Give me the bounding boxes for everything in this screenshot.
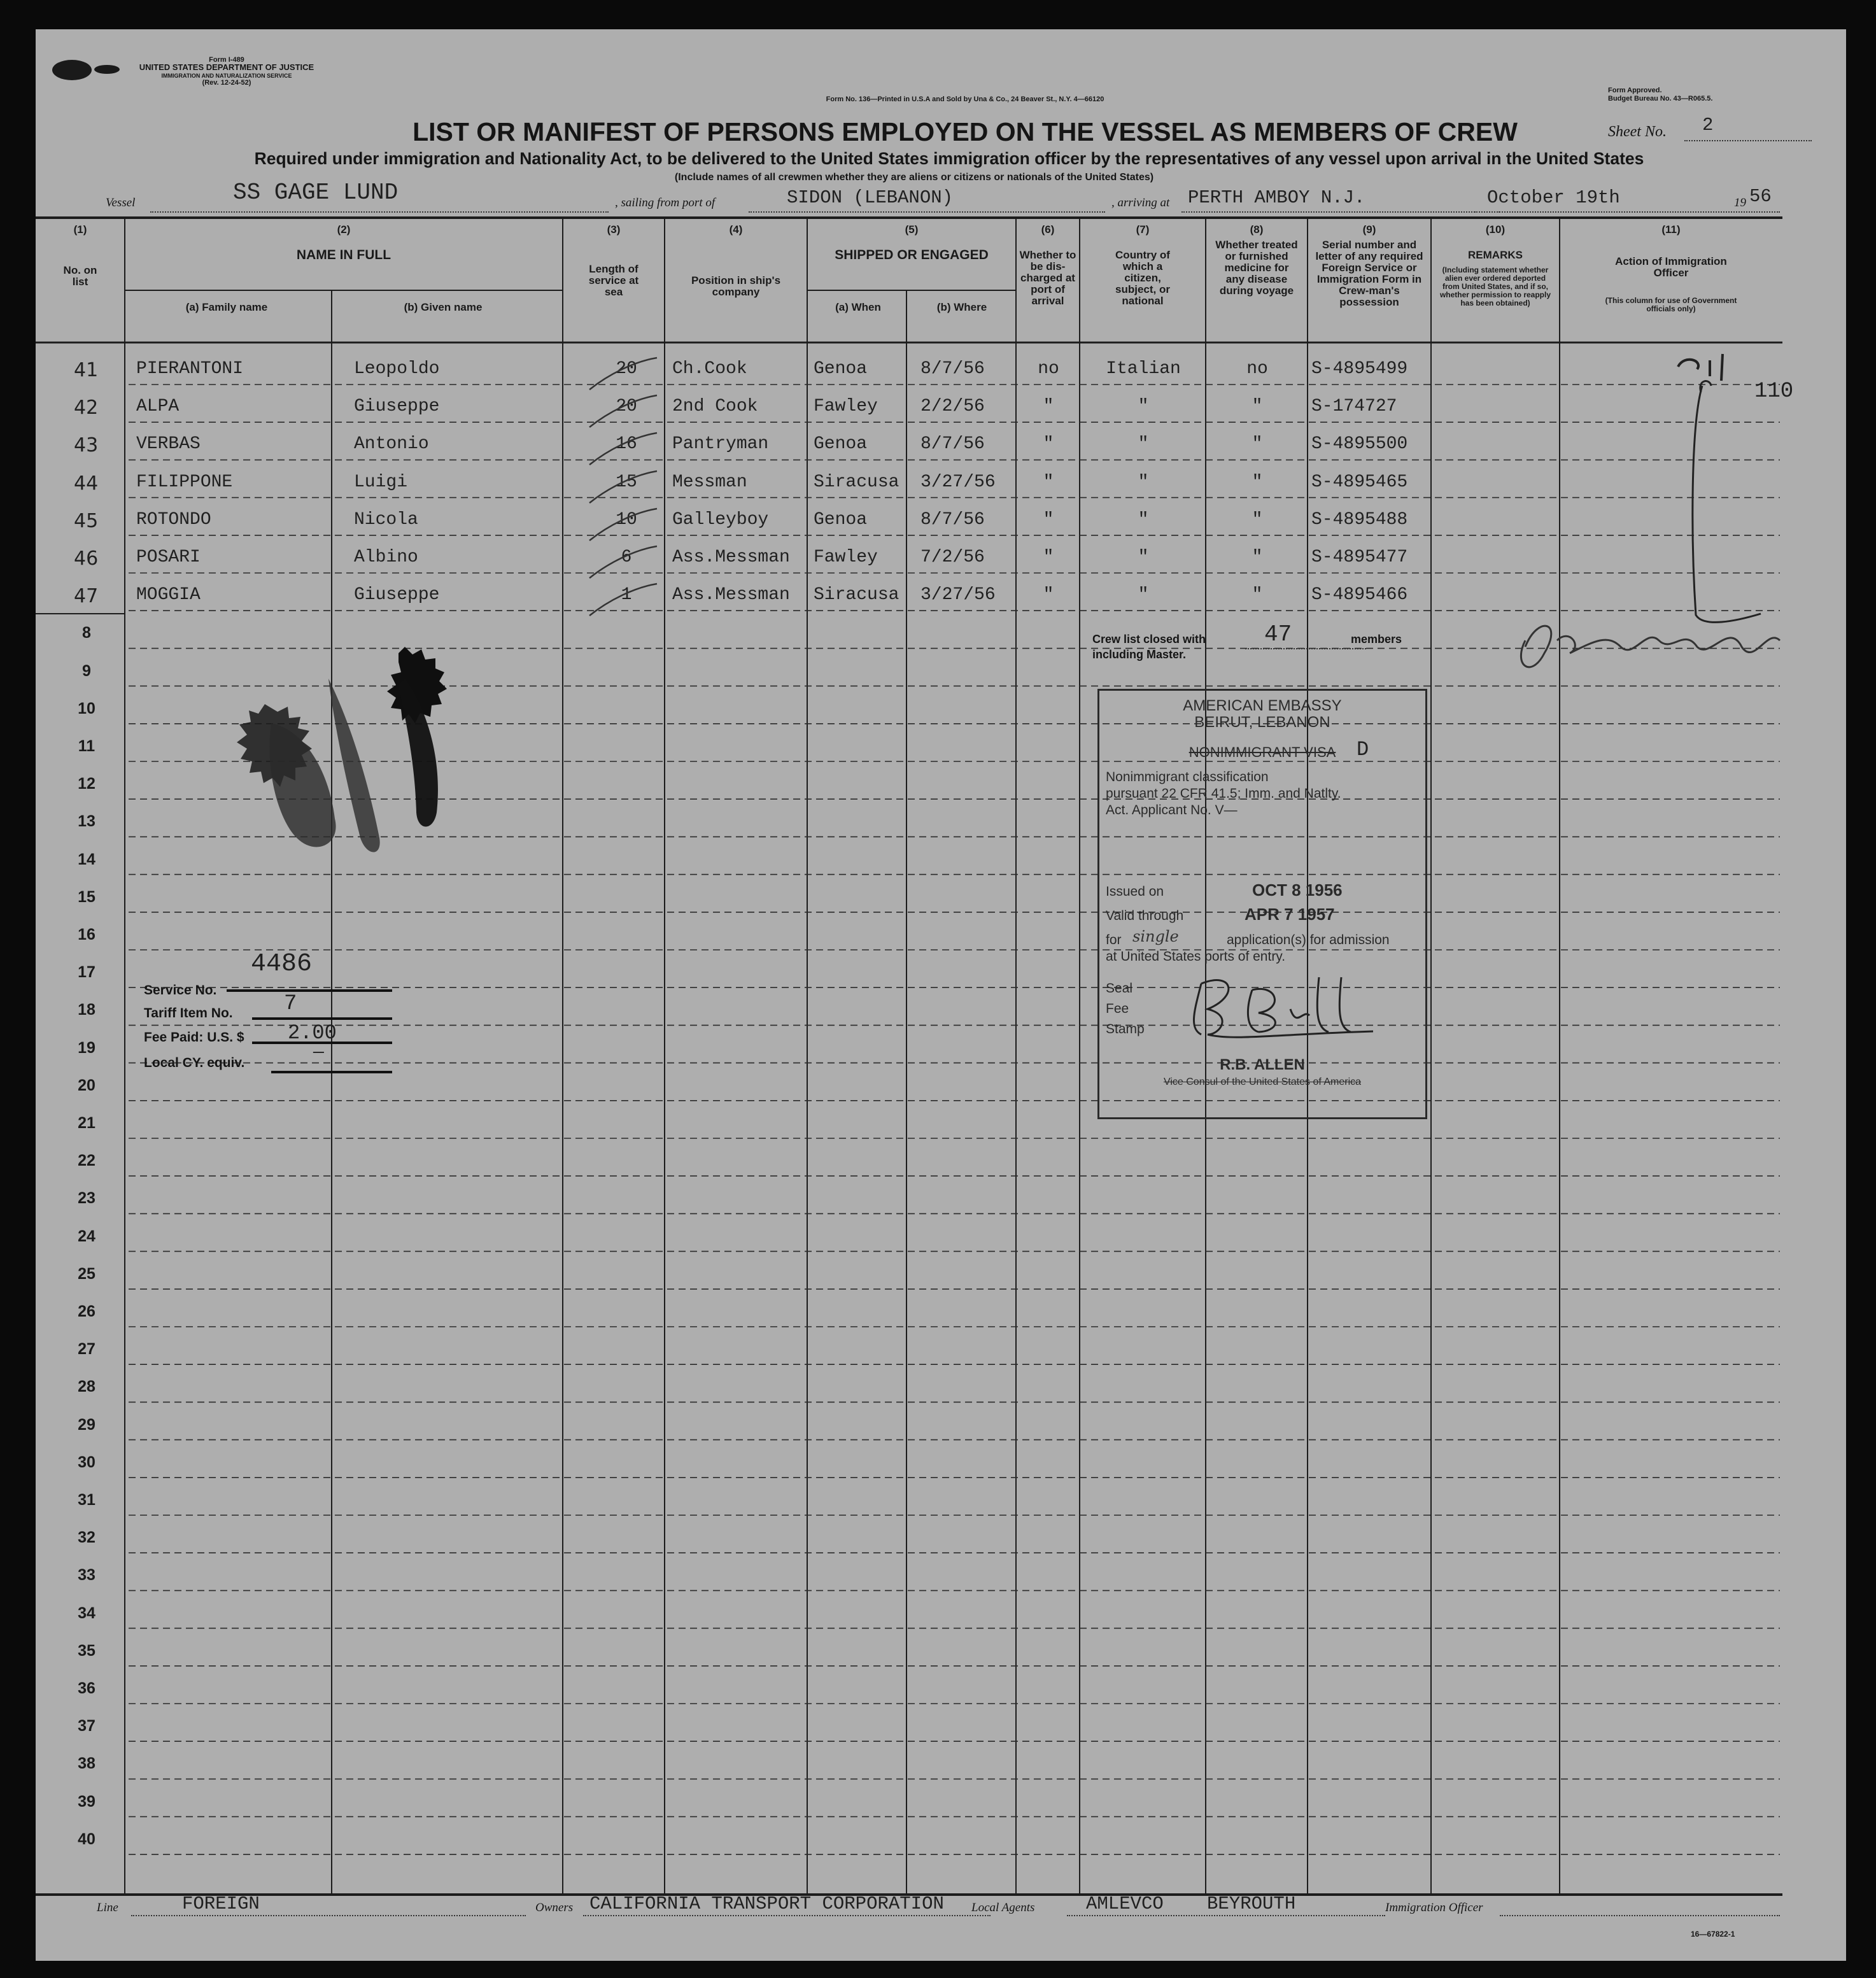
crew-length: 16 — [616, 434, 637, 455]
row-number: 27 — [78, 1340, 95, 1359]
crew-family: ROTONDO — [136, 509, 211, 530]
fee-paid-value: 2.00 — [288, 1021, 337, 1045]
length-slash-mark — [583, 430, 659, 469]
visa-type: NONIMMIGRANT VISA — [1188, 744, 1336, 760]
crew-when: Siracusa — [814, 585, 899, 605]
col5-number: (5) — [905, 223, 919, 236]
footer-agents-underline — [1067, 1915, 1385, 1916]
footer-owners-value: CALIFORNIA TRANSPORT CORPORATION — [589, 1893, 944, 1914]
col6-number: (6) — [1041, 223, 1055, 236]
visa-officer-name: R.B. ALLEN — [1220, 1056, 1305, 1073]
arrival-date: October 19th — [1487, 187, 1620, 208]
crew-serial: S-4895477 — [1311, 547, 1408, 567]
crew-when: Genoa — [814, 509, 868, 530]
row-number: 16 — [78, 926, 95, 943]
length-slash-mark — [583, 581, 659, 619]
crew-position: Ass.Messman — [672, 585, 790, 605]
crew-medicine: " — [1252, 509, 1263, 530]
crew-count-underline — [1245, 648, 1366, 649]
page-title: LIST OR MANIFEST OF PERSONS EMPLOYED ON THE VESSEL AS MEMBERS OF CREW — [413, 117, 1518, 146]
visa-valid-date: APR 7 1957 — [1245, 905, 1335, 924]
col-where: (b) Where — [936, 301, 987, 313]
col-position: Position in ship's company — [691, 274, 781, 298]
col3-number: (3) — [607, 223, 621, 236]
visa-classification: Nonimmigrant classification — [1106, 770, 1269, 784]
col-when: (a) When — [835, 301, 881, 313]
crew-given: Giuseppe — [354, 585, 440, 605]
crew-serial: S-4895499 — [1311, 359, 1408, 379]
crew-country: " — [1138, 434, 1149, 455]
crew-position: Ass.Messman — [672, 547, 790, 567]
row-number: 30 — [78, 1453, 95, 1471]
row-number: 14 — [78, 850, 95, 868]
embossed-seal-marks — [214, 628, 545, 908]
visa-for-label: for — [1106, 933, 1122, 947]
col9-number: (9) — [1362, 223, 1376, 236]
visa-type-mark: D — [1357, 738, 1369, 761]
footer-officer-underline — [1500, 1915, 1780, 1916]
row-number: 13 — [78, 812, 95, 831]
length-slash-mark — [583, 469, 659, 507]
row-number: 29 — [78, 1415, 95, 1434]
row-number: 12 — [78, 775, 95, 793]
vessel-label: Vessel — [106, 196, 136, 209]
crew-length: 20 — [616, 359, 637, 379]
footer-agents-value: AMLEVCO — [1086, 1893, 1164, 1914]
length-slash-mark — [583, 544, 659, 582]
crew-when: Fawley — [814, 547, 878, 567]
crew-family: MOGGIA — [136, 585, 201, 605]
budget-bureau: Budget Bureau No. 43—R065.5. — [1608, 95, 1713, 102]
row-number: 18 — [78, 1001, 95, 1019]
visa-officer-title: Vice Consul of the United States of America — [1163, 1077, 1362, 1087]
service-no-value: 4486 — [251, 950, 313, 978]
crew-where: 3/27/56 — [920, 585, 996, 605]
crew-when: Fawley — [814, 397, 878, 417]
crew-where: 8/7/56 — [920, 509, 985, 530]
crew-row-number: 42 — [74, 397, 99, 420]
crew-serial: S-4895465 — [1311, 472, 1408, 492]
row-number: 35 — [78, 1641, 95, 1660]
consul-signature — [1182, 971, 1411, 1047]
crew-where: 8/7/56 — [920, 434, 985, 455]
visa-for-tail: application(s) for admission — [1227, 933, 1390, 947]
col7-number: (7) — [1136, 223, 1150, 236]
visa-embassy: AMERICAN EMBASSY — [1183, 697, 1342, 714]
include-note: (Include names of all crewmen whether they are aliens or citizens or nationals of the United States) — [674, 172, 1154, 183]
crew-row-number: 43 — [74, 434, 99, 457]
row-number: 38 — [78, 1755, 95, 1773]
row-number: 25 — [78, 1264, 95, 1283]
visa-seal-label: Seal — [1106, 981, 1133, 996]
crew-position: Messman — [672, 472, 747, 492]
row-number: 32 — [78, 1529, 95, 1547]
tariff-line — [252, 1017, 392, 1020]
row-number: 11 — [78, 737, 95, 755]
crew-medicine: " — [1252, 397, 1263, 417]
visa-valid-label: Valid through — [1106, 908, 1184, 923]
vessel-name: SS GAGE LUND — [233, 180, 398, 206]
row-number: 37 — [78, 1717, 95, 1735]
crew-when: Genoa — [814, 359, 868, 379]
crew-row-number: 44 — [74, 472, 99, 495]
col-officer-sub: (This column for use of Government officials only) — [1605, 296, 1737, 313]
visa-fee-label: Fee — [1106, 1001, 1129, 1016]
footer-agents-city: BEYROUTH — [1207, 1893, 1296, 1914]
crew-serial: S-174727 — [1311, 397, 1397, 417]
crew-family: VERBAS — [136, 434, 201, 455]
crew-length: 15 — [616, 472, 637, 492]
col-length-service: Length of service at sea — [588, 263, 639, 298]
sailing-port: SIDON (LEBANON) — [787, 187, 954, 208]
visa-for-value: single — [1132, 928, 1179, 945]
footer-line-underline — [131, 1915, 526, 1916]
form-approved: Form Approved. — [1608, 87, 1662, 94]
row-number: 9 — [82, 661, 91, 680]
col-discharged: Whether to be dis-charged at port of arrival — [1019, 249, 1076, 307]
crew-where: 2/2/56 — [920, 397, 985, 417]
table-grid — [36, 29, 1846, 1961]
row-number: 24 — [78, 1227, 95, 1245]
arrival-port: PERTH AMBOY N.J. — [1188, 187, 1365, 208]
visa-stamp — [1097, 689, 1427, 1119]
year-prefix: 19 — [1734, 196, 1746, 209]
row-number: 8 — [82, 624, 91, 642]
footer-officer-label: Immigration Officer — [1385, 1901, 1483, 1914]
footer-agents-label: Local Agents — [971, 1901, 1035, 1914]
col11-number: (11) — [1661, 223, 1681, 236]
col8-number: (8) — [1250, 223, 1264, 236]
crew-where: 8/7/56 — [920, 359, 985, 379]
crew-length: 1 — [621, 585, 632, 605]
form-id: Form I-489 — [209, 56, 244, 64]
col-immigration-officer: Action of Immigration Officer — [1615, 255, 1727, 279]
crew-given: Leopoldo — [354, 359, 440, 379]
crew-medicine: " — [1252, 547, 1263, 567]
footer-owners-label: Owners — [535, 1901, 574, 1914]
row-number: 39 — [78, 1792, 95, 1811]
row-number: 19 — [78, 1038, 95, 1057]
crew-position: Ch.Cook — [672, 359, 747, 379]
crew-given: Albino — [354, 547, 418, 567]
footer-line-label: Line — [97, 1901, 118, 1914]
crew-family: POSARI — [136, 547, 201, 567]
crew-family: FILIPPONE — [136, 472, 233, 492]
col-no-on-list: No. on list — [63, 264, 97, 288]
arriving-label: , arriving at — [1111, 196, 1170, 209]
local-equiv-line — [271, 1071, 392, 1073]
row-number: 10 — [78, 699, 95, 717]
margin-number: 110 — [1754, 379, 1794, 404]
col-family-name: (a) Family name — [185, 301, 268, 313]
form-revision: (Rev. 12-24-52) — [202, 79, 251, 87]
crew-position: 2nd Cook — [672, 397, 758, 417]
crew-discharged: " — [1043, 434, 1054, 455]
row-number: 31 — [78, 1491, 95, 1509]
crew-closed-label: Crew list closed with — [1092, 633, 1206, 646]
fee-paid-label: Fee Paid: U.S. $ — [144, 1030, 244, 1045]
crew-discharged: " — [1043, 397, 1054, 417]
crew-discharged: " — [1043, 472, 1054, 492]
crew-discharged: " — [1043, 509, 1054, 530]
tariff-label: Tariff Item No. — [144, 1006, 233, 1021]
crew-country: Italian — [1106, 359, 1181, 379]
visa-ports: at United States ports of entry. — [1106, 949, 1286, 964]
crew-serial: S-4895488 — [1311, 509, 1408, 530]
tariff-value: 7 — [284, 992, 297, 1016]
col-medicine: Whether treated or furnished medicine for any disease during voyage — [1215, 239, 1298, 297]
col-remarks: REMARKS — [1468, 249, 1523, 261]
crew-given: Nicola — [354, 509, 418, 530]
department: UNITED STATES DEPARTMENT OF JUSTICE — [139, 62, 314, 72]
row-number: 22 — [78, 1152, 95, 1170]
crew-length: 10 — [616, 509, 637, 530]
length-slash-mark — [583, 506, 659, 544]
visa-pursuant: pursuant 22 CFR 41.5; Imm. and Natlty. — [1106, 786, 1341, 801]
service-no-label: Service No. — [144, 983, 217, 998]
crew-position: Galleyboy — [672, 509, 769, 530]
visa-applicant: Act. Applicant No. V— — [1106, 803, 1238, 817]
crew-including-master: including Master. — [1092, 648, 1187, 661]
printer-note: Form No. 136—Printed in U.S.A and Sold by Una & Co., 24 Beaver St., N.Y. 4—66120 — [826, 95, 1104, 103]
row-number: 28 — [78, 1378, 95, 1396]
col2-number: (2) — [337, 223, 351, 236]
sheet-label: Sheet No. — [1608, 124, 1667, 140]
row-number: 15 — [78, 887, 95, 906]
length-slash-mark — [583, 393, 659, 431]
crew-country: " — [1138, 585, 1149, 605]
crew-row-number: 41 — [74, 359, 99, 381]
crew-medicine: " — [1252, 434, 1263, 455]
crew-country: " — [1138, 397, 1149, 417]
service-name: IMMIGRATION AND NATURALIZATION SERVICE — [161, 73, 292, 79]
col-shipped-engaged: SHIPPED OR ENGAGED — [835, 248, 989, 262]
footer-owners-underline — [583, 1915, 991, 1916]
subtitle: Required under immigration and Nationality Act, to be delivered to the United States immigration officer by the representatives of any vessel upon arrival in the United States — [254, 149, 1644, 168]
row-number: 34 — [78, 1604, 95, 1622]
col-given-name: (b) Given name — [404, 301, 483, 313]
row-number: 36 — [78, 1679, 95, 1697]
crew-country: " — [1138, 547, 1149, 567]
col-remarks-sub: (Including statement whether alien ever ordered deported from United States, and if so, whether permission to reapply has been obtained) — [1439, 265, 1551, 307]
visa-issued-date: OCT 8 1956 — [1252, 880, 1343, 900]
crew-serial: S-4895500 — [1311, 434, 1408, 455]
col4-number: (4) — [729, 223, 743, 236]
length-slash-mark — [583, 355, 659, 393]
crew-closed-count: 47 — [1264, 621, 1292, 647]
service-no-line — [227, 989, 392, 992]
crew-where: 7/2/56 — [920, 547, 985, 567]
crew-medicine: no — [1246, 359, 1268, 379]
col-name-in-full: NAME IN FULL — [296, 248, 391, 262]
crew-medicine: " — [1252, 585, 1263, 605]
col10-number: (10) — [1485, 223, 1506, 236]
visa-city: BEIRUT, LEBANON — [1194, 714, 1330, 731]
crew-serial: S-4895466 — [1311, 585, 1408, 605]
crew-country: " — [1138, 509, 1149, 530]
crew-row-number: 46 — [74, 547, 99, 570]
crew-discharged: " — [1043, 585, 1054, 605]
sheet-number: 2 — [1702, 115, 1714, 136]
crew-given: Antonio — [354, 434, 429, 455]
crew-country: " — [1138, 472, 1149, 492]
row-number: 33 — [78, 1566, 95, 1585]
crew-length: 20 — [616, 397, 637, 417]
col1-number: (1) — [73, 223, 87, 236]
crew-position: Pantryman — [672, 434, 769, 455]
col-serial: Serial number and letter of any required Foreign Service or Immigration Form in Crew-man's possession — [1315, 239, 1423, 308]
crew-given: Luigi — [354, 472, 408, 492]
crew-when: Genoa — [814, 434, 868, 455]
row-number: 40 — [78, 1830, 95, 1848]
local-equiv-label: Local CY. equiv. — [144, 1056, 245, 1070]
crew-family: PIERANTONI — [136, 359, 244, 379]
crew-length: 6 — [621, 547, 632, 567]
footer-form-code: 16—67822-1 — [1691, 1930, 1735, 1939]
officer-signature-scrawl — [1500, 602, 1805, 691]
visa-issued-label: Issued on — [1106, 884, 1164, 899]
row-number: 23 — [78, 1189, 95, 1208]
crew-family: ALPA — [136, 397, 180, 417]
crew-discharged: " — [1043, 547, 1054, 567]
crew-given: Giuseppe — [354, 397, 440, 417]
row-number: 21 — [78, 1114, 95, 1132]
footer-line-value: FOREIGN — [182, 1893, 260, 1914]
row-number: 26 — [78, 1303, 95, 1320]
crew-when: Siracusa — [814, 472, 899, 492]
local-equiv-value: — — [313, 1043, 324, 1063]
row-number: 20 — [78, 1076, 95, 1094]
crew-row-number: 45 — [74, 509, 99, 532]
crew-members-label: members — [1351, 633, 1402, 646]
crew-row-number: 47 — [74, 585, 99, 608]
visa-stamp-label: Stamp — [1106, 1022, 1145, 1036]
crew-discharged: no — [1038, 359, 1059, 379]
crew-medicine: " — [1252, 472, 1263, 492]
col-country: Country of which a citizen, subject, or national — [1115, 249, 1170, 307]
sailing-label: , sailing from port of — [615, 196, 716, 209]
manifest-page — [36, 29, 1846, 1961]
arrival-year: 56 — [1749, 186, 1772, 207]
crew-where: 3/27/56 — [920, 472, 996, 492]
row-number: 17 — [78, 963, 95, 982]
